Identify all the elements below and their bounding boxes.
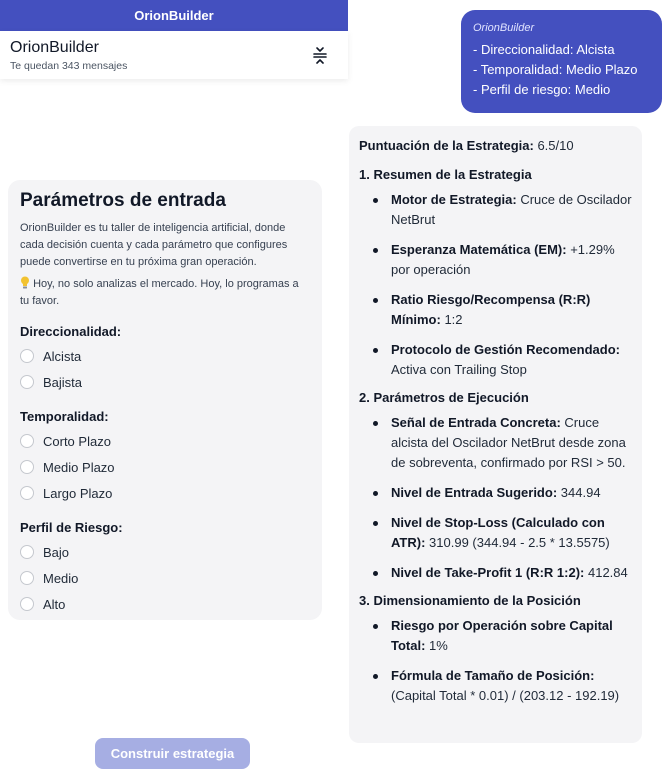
section-list [359, 413, 632, 583]
direction-label: Direccionalidad: [20, 324, 122, 339]
section-title: 1. Resumen de la Estrategia [359, 167, 532, 182]
radio-label: Alto [43, 596, 66, 612]
app-header [0, 31, 348, 79]
item-value: 344.94 [560, 485, 601, 500]
app-name: OrionBuilder [10, 39, 99, 56]
section-list [359, 616, 632, 706]
radio-label: Largo Plazo [43, 485, 113, 501]
radio-circle[interactable] [20, 597, 34, 611]
item-value: Cruce de Oscilador NetBrut [391, 192, 632, 227]
radio-label: Bajo [43, 544, 70, 560]
collapse-button[interactable] [310, 45, 330, 65]
list-item [359, 483, 632, 503]
radio-label: Medio [43, 570, 79, 586]
list-item [359, 513, 632, 553]
item-value: 1% [429, 638, 448, 653]
item-value: (Capital Total * 0.01) / (203.12 - 192.19) [391, 688, 620, 703]
item-label: Motor de Estrategia: [391, 192, 517, 207]
user-message-title: OrionBuilder [473, 22, 535, 34]
item-value: +1.29% por operación [391, 242, 615, 277]
item-label: Señal de Entrada Concreta: [391, 415, 561, 430]
radio-circle[interactable] [20, 571, 34, 585]
build-strategy-button[interactable]: Construir estrategia [95, 738, 250, 769]
collapse-icon [312, 46, 328, 64]
list-item [359, 290, 632, 330]
messages-remaining: Te quedan 343 mensajes [10, 60, 128, 72]
assistant-response [349, 126, 642, 743]
radio-medio-plazo[interactable] [20, 454, 310, 480]
form-tip [20, 276, 310, 310]
score-value: 6.5/10 [537, 138, 574, 153]
item-label: Esperanza Matemática (EM): [391, 242, 567, 257]
item-value: 412.84 [587, 565, 628, 580]
radio-largo-plazo[interactable] [20, 480, 310, 506]
strategy-score [359, 138, 632, 153]
radio-alto[interactable] [20, 591, 310, 617]
list-item [359, 616, 632, 656]
radio-circle[interactable] [20, 486, 34, 500]
lightbulb-icon [20, 278, 33, 290]
direction-group [20, 324, 310, 395]
list-item [359, 563, 632, 583]
item-label: Riesgo por Operación sobre Capital Total: [391, 618, 613, 653]
item-value: 1:2 [444, 312, 463, 327]
form-description: OrionBuilder es tu taller de inteligencia artificial, donde cada decisión cuenta y cada parámetro que configures puede convertirse en tu próxima gran operación. [20, 222, 288, 268]
radio-label: Bajista [43, 374, 83, 390]
form-tip-text: Hoy, no solo analizas el mercado. Hoy, lo programas a tu favor. [20, 278, 299, 307]
section-title: 3. Dimensionamiento de la Posición [359, 593, 581, 608]
item-label: Nivel de Take-Profit 1 (R:R 1:2): [391, 565, 585, 580]
radio-medio[interactable] [20, 565, 310, 591]
item-label: Protocolo de Gestión Recomendado: [391, 342, 620, 357]
radio-corto-plazo[interactable] [20, 428, 310, 454]
radio-circle[interactable] [20, 349, 34, 363]
risk-profile-group [20, 520, 310, 617]
radio-circle[interactable] [20, 545, 34, 559]
item-value: Cruce alcista del Oscilador NetBrut desde zona de sobreventa, confirmado por RSI > 50. [391, 415, 626, 470]
user-message-bubble [461, 10, 662, 113]
radio-circle[interactable] [20, 375, 34, 389]
radio-label: Medio Plazo [43, 459, 115, 475]
list-item [359, 666, 632, 706]
list-item [359, 340, 632, 380]
item-value: 310.99 (344.94 - 2.5 * 13.5575) [429, 535, 610, 550]
radio-bajista[interactable] [20, 369, 310, 395]
timeframe-group [20, 409, 310, 506]
radio-label: Alcista [43, 348, 82, 364]
app-topbar [0, 0, 348, 31]
radio-alcista[interactable] [20, 343, 310, 369]
score-label: Puntuación de la Estrategia: [359, 138, 534, 153]
item-label: Ratio Riesgo/Recompensa (R:R) Mínimo: [391, 292, 591, 327]
user-message-line: - Temporalidad: Medio Plazo [473, 62, 638, 77]
section-list [359, 190, 632, 380]
user-message-line: - Direccionalidad: Alcista [473, 42, 615, 57]
list-item [359, 240, 632, 280]
section-title: 2. Parámetros de Ejecución [359, 390, 529, 405]
radio-bajo[interactable] [20, 539, 310, 565]
form-title: Parámetros de entrada [20, 190, 226, 211]
risk-profile-label: Perfil de Riesgo: [20, 520, 123, 535]
list-item [359, 190, 632, 230]
item-label: Nivel de Entrada Sugerido: [391, 485, 558, 500]
radio-circle[interactable] [20, 460, 34, 474]
list-item [359, 413, 632, 473]
radio-circle[interactable] [20, 434, 34, 448]
item-value: Activa con Trailing Stop [391, 362, 527, 377]
timeframe-label: Temporalidad: [20, 409, 109, 424]
input-parameters-card [8, 180, 322, 620]
user-message-line: - Perfil de riesgo: Medio [473, 82, 611, 97]
item-label: Nivel de Stop-Loss (Calculado con ATR): [391, 515, 605, 550]
radio-label: Corto Plazo [43, 433, 111, 449]
item-label: Fórmula de Tamaño de Posición: [391, 668, 595, 683]
topbar-title: OrionBuilder [134, 8, 214, 23]
